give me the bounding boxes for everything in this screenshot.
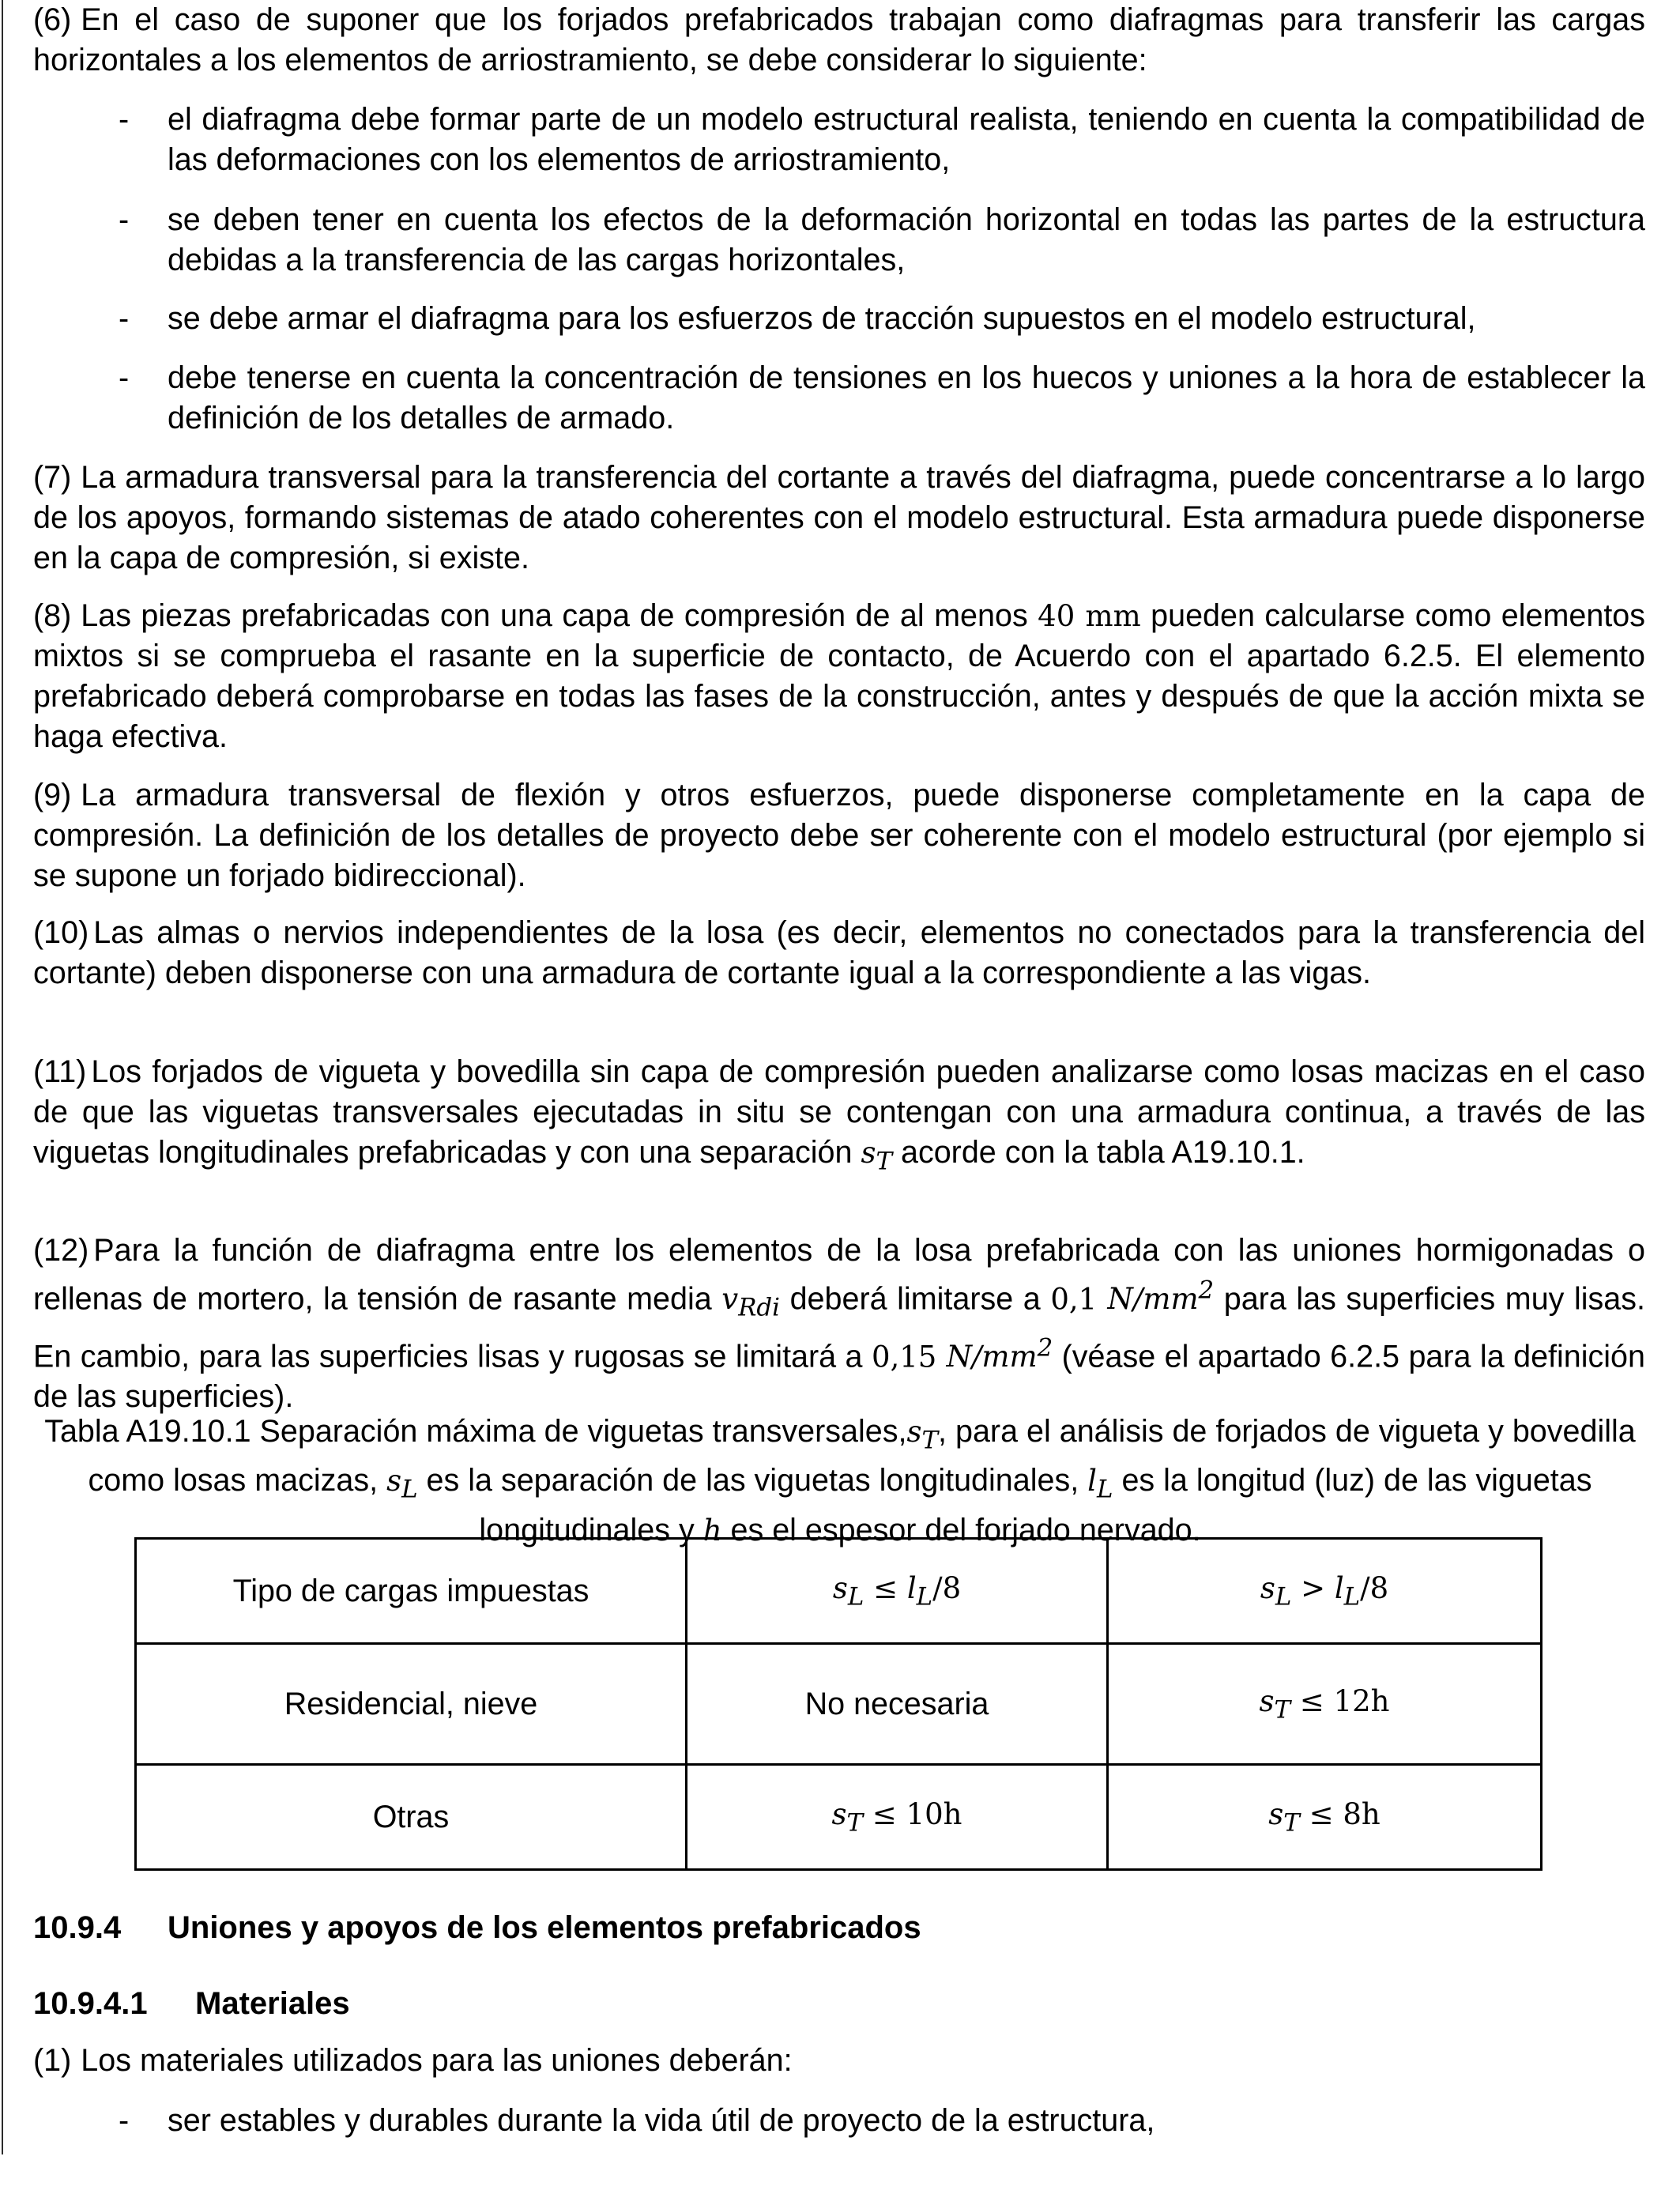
section-title: Uniones y apoyos de los elementos prefabricados (168, 1910, 921, 1945)
math-symbol: $s_T$ (861, 1136, 892, 1176)
math-unit: $N/mm^2$ (1097, 1276, 1215, 1317)
table-row (136, 1765, 1542, 1870)
list-item: el diafragma debe formar parte de un modelo estructural realista, teniendo en cuenta la compatibilidad de las deformaciones con los elementos de arriostramiento, (168, 102, 1645, 177)
paragraph-12 (33, 1231, 1645, 1417)
paragraph-number: (6) (33, 2, 72, 37)
paragraph-number: (8) (33, 598, 72, 633)
paragraph-text: deberá limitarse a (780, 1281, 1051, 1317)
math-value: /8 (1360, 1571, 1389, 1606)
caption-text: es la longitud (luz) de las viguetas longitudinales y (479, 1463, 1592, 1547)
table-cell: $s_L \le l_L/8$ (687, 1539, 1108, 1644)
math-unit: $N/mm^2$ (936, 1333, 1053, 1374)
bullet-mark: - (119, 360, 130, 395)
table-row (136, 1644, 1542, 1765)
paragraph-text: Los materiales utilizados para las uniones deberán: (81, 2043, 793, 2078)
paragraph-text: Las almas o nervios independientes de la losa (es decir, elementos no conectados para la transferencia del cortante) deben disponerse con una armadura de cortante igual a la correspondiente a las vigas. (33, 915, 1645, 990)
section-number: 10.9.4 (33, 1910, 122, 1945)
paragraph-10 (33, 913, 1645, 993)
paragraph-9 (33, 775, 1645, 896)
table-cell: $s_T \le 8h$ (1108, 1765, 1542, 1870)
paragraph-11 (33, 1052, 1645, 1182)
math-value: 10h (906, 1797, 962, 1832)
math-symbol: $l_L$ (1087, 1464, 1113, 1504)
list-item: ser estables y durables durante la vida útil de proyecto de la estructura, (168, 2103, 1155, 2138)
table-header-row (136, 1539, 1542, 1644)
caption-text: Tabla A19.10.1 Separación máxima de viguetas transversales, (44, 1414, 907, 1449)
paragraph-number: (12) (33, 1233, 89, 1268)
paragraph-8 (33, 596, 1645, 757)
table-cell: Residencial, nieve (136, 1644, 687, 1765)
list-item: debe tenerse en cuenta la concentración de tensiones en los huecos y uniones a la hora de establecer la definición de los detalles de armado. (168, 360, 1645, 435)
paragraph-text: La armadura transversal de flexión y otros esfuerzos, puede disponerse completamente en la capa de compresión. La definición de los detalles de proyecto debe ser coherente con el modelo estructural (por ejemplo si se supone un forjado bidireccional). (33, 778, 1645, 893)
math-value: /8 (932, 1571, 962, 1606)
paragraph-text: Las piezas prefabricadas con una capa de compresión de al menos (81, 598, 1038, 633)
spacing-table (134, 1537, 1543, 1871)
page-left-border (2, 0, 3, 2154)
paragraph-text: para las superficies muy lisas. En cambio, para las superficies lisas y rugosas se limitará a (33, 1281, 1645, 1374)
paragraph-number: (9) (33, 778, 72, 812)
paragraph-text: Para la función de diafragma entre los elementos de la losa prefabricada con las uniones hormigonadas o rellenas de mortero, la tensión de rasante media (33, 1233, 1645, 1317)
caption-text: es la separación de las viguetas longitudinales, (417, 1463, 1088, 1498)
bullet-mark: - (119, 102, 130, 137)
math-symbol: $v_{Rdi}$ (721, 1282, 781, 1322)
math-symbol: $s_T$ (906, 1415, 939, 1455)
section-number: 10.9.4.1 (33, 1986, 148, 2021)
list-item: se deben tener en cuenta los efectos de la deformación horizontal en todas las partes de la estructura debidas a la transferencia de las cargas horizontales, (168, 202, 1645, 277)
math-symbol: $s_L$ (386, 1464, 418, 1504)
table-cell: $s_T \le 10h$ (687, 1765, 1108, 1870)
paragraph-1 (33, 2041, 1645, 2081)
paragraph-text: Los forjados de vigueta y bovedilla sin capa de compresión pueden analizarse como losas macizas en el caso de que las viguetas transversales ejecutadas in situ se contengan con una armadura continua, a través de las viguetas longitudinales prefabricadas y con una separación (33, 1054, 1645, 1170)
table-cell: Otras (136, 1765, 687, 1870)
table-cell: No necesaria (687, 1644, 1108, 1765)
math-value: 0,15 (871, 1340, 937, 1374)
paragraph-number: (7) (33, 460, 72, 495)
paragraph-text: (véase el apartado 6.2.5 para la definición de las superficies). (33, 1339, 1645, 1415)
table-cell: $s_T \le 12h$ (1108, 1644, 1542, 1765)
math-value: 0,1 (1050, 1282, 1098, 1317)
bullet-mark: - (119, 202, 130, 237)
paragraph-number: (1) (33, 2043, 72, 2078)
table-cell: $s_L > l_L/8$ (1108, 1539, 1542, 1644)
caption-text: es el espesor del forjado nervado. (721, 1512, 1201, 1547)
math-value: 12h (1333, 1684, 1390, 1719)
bullet-mark: - (119, 301, 130, 336)
paragraph-6 (33, 0, 1645, 81)
table-caption (38, 1412, 1642, 1551)
caption-text: , para el análisis de forjados de vigueta y bovedilla como losas macizas, (88, 1414, 1636, 1498)
table-cell: Tipo de cargas impuestas (136, 1539, 687, 1644)
math-symbol: h (703, 1513, 722, 1547)
section-heading (33, 1908, 921, 1948)
paragraph-number: (10) (33, 915, 89, 950)
bullet-mark: - (119, 2103, 130, 2138)
subsection-heading (33, 1984, 350, 2024)
paragraph-number: (11) (33, 1054, 87, 1089)
list-item: se debe armar el diafragma para los esfuerzos de tracción supuestos en el modelo estructural, (168, 301, 1476, 336)
paragraph-7 (33, 458, 1645, 579)
math-value: 40 mm (1038, 599, 1141, 633)
paragraph-text: acorde con la tabla A19.10.1. (892, 1135, 1305, 1170)
paragraph-text: La armadura transversal para la transferencia del cortante a través del diafragma, puede concentrarse a lo largo de los apoyos, formando sistemas de atado coherentes con el modelo estructural. Esta armadura puede disponerse en la capa de compresión, si existe. (33, 460, 1645, 575)
section-title: Materiales (195, 1986, 350, 2021)
paragraph-text: pueden calcularse como elementos mixtos si se comprueba el rasante en la superficie de contacto, de Acuerdo con el apartado 6.2.5. El elemento prefabricado deberá comprobarse en todas las fases de la construcción, antes y después de que la acción mixta se haga efectiva. (33, 598, 1646, 754)
paragraph-text: En el caso de suponer que los forjados prefabricados trabajan como diafragmas para transferir las cargas horizontales a los elementos de arriostramiento, se debe considerar lo siguiente: (33, 2, 1645, 77)
math-value: 8h (1343, 1797, 1381, 1832)
